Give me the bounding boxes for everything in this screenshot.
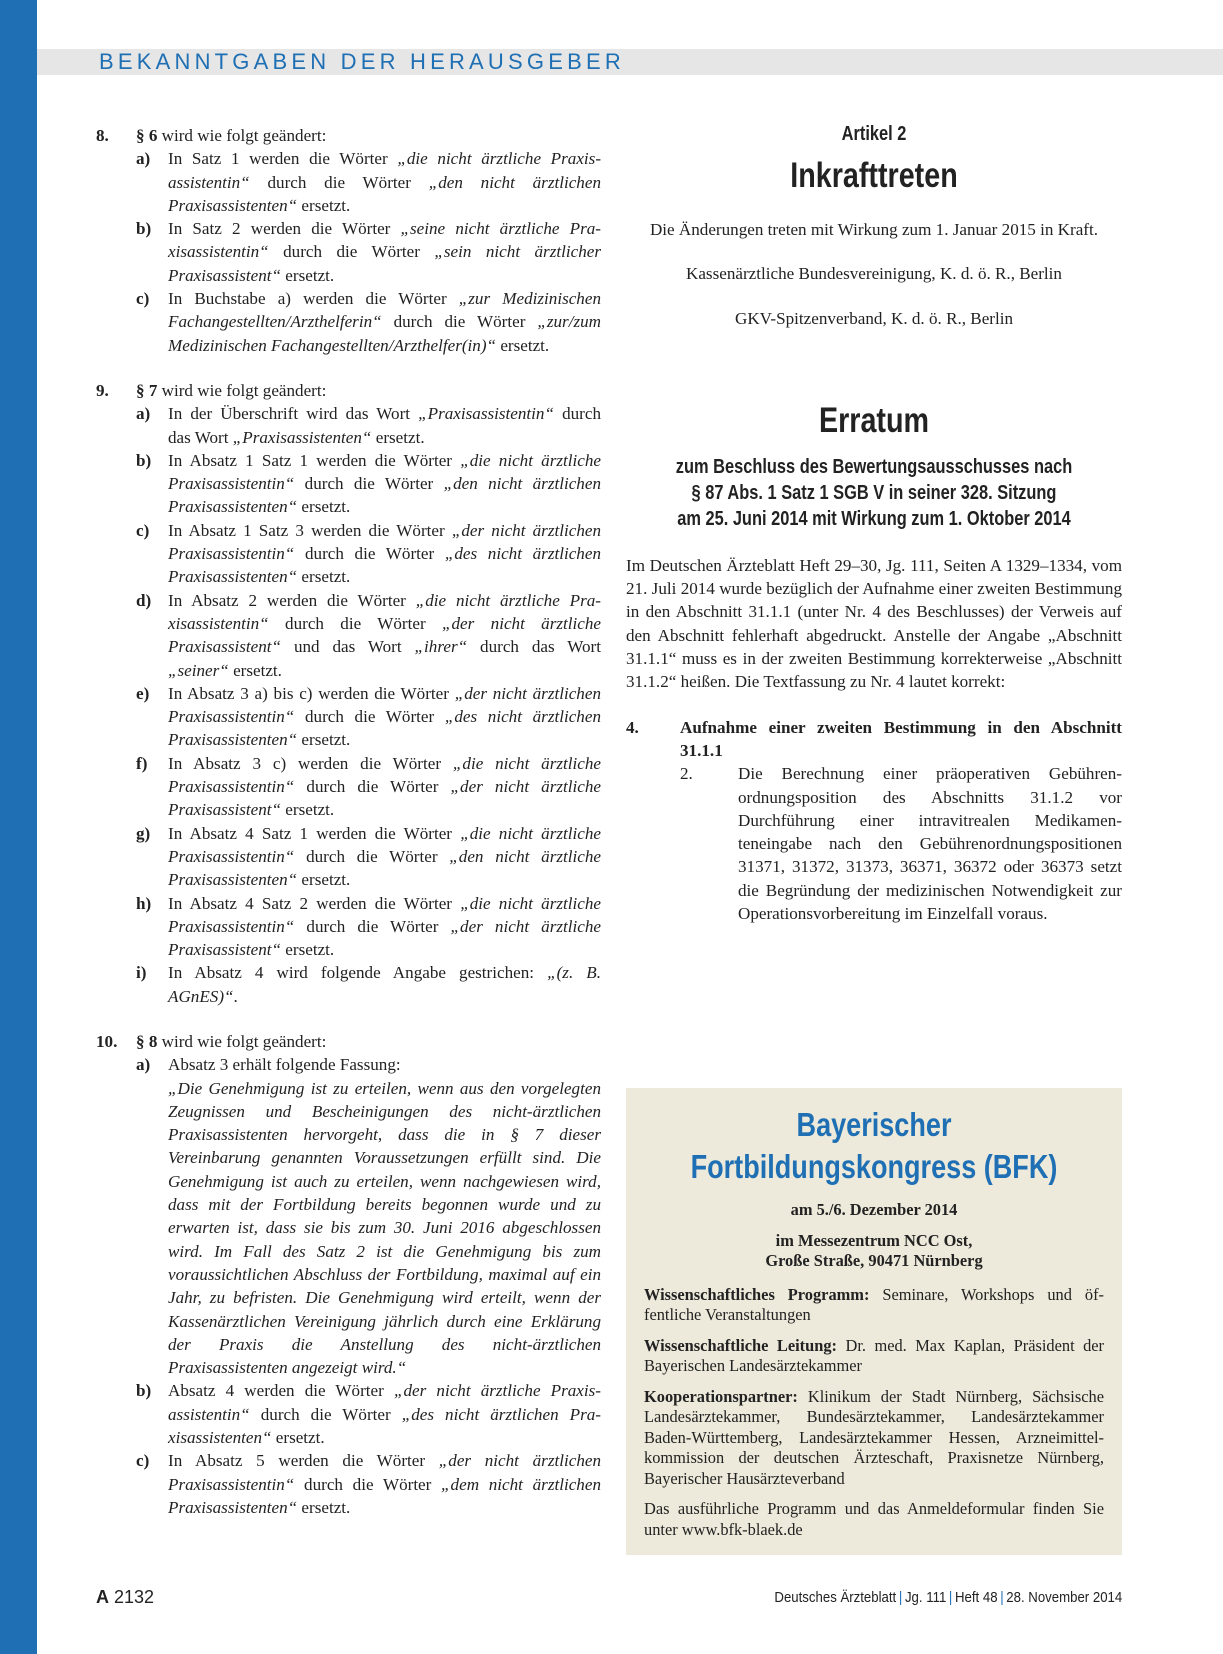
signatory-gkv: GKV-Spitzenverband, K. d. ö. R., Berlin — [734, 308, 1014, 328]
quote: „den nicht ärztliche Praxisassistenten“ — [168, 846, 601, 890]
nr4-number: 4. — [626, 717, 639, 737]
quote: „die nicht ärztliche Praxisassistentin“ — [168, 753, 601, 797]
text: In Absatz 4 wird folgende Angabe gestrichen: — [168, 963, 548, 983]
bfk-announcement-box — [626, 1088, 1122, 1555]
text: ersetzt. — [228, 660, 282, 680]
text: ersetzt. — [297, 1497, 351, 1517]
text: durch die Wörter — [294, 846, 450, 866]
text: durch das Wort — [168, 404, 601, 447]
intro-text: wird wie folgt geändert: — [157, 126, 327, 145]
page-number — [96, 1587, 154, 1608]
sub-item — [136, 589, 601, 682]
quote: „Praxisassistenten“ — [232, 427, 372, 447]
bfk-partners — [644, 1387, 1104, 1490]
text: In Absatz 2 werden die Wörter — [168, 590, 416, 610]
item-intro — [136, 1030, 601, 1053]
text: durch die Wörter — [294, 1474, 442, 1494]
text: durch die Wörter — [249, 1404, 402, 1424]
sub-label: b) — [136, 219, 152, 239]
paragraph-ref: § 8 — [136, 1031, 158, 1051]
nr4-title: Aufnahme einer zweiten Bestimmung in den Abschnitt 31.1.1 — [680, 717, 1122, 760]
text: In Absatz 5 werden die Wörter — [168, 1451, 439, 1471]
quote: „Praxisassistentin“ — [418, 404, 554, 424]
sub-item — [136, 287, 601, 357]
text: In Absatz 4 Satz 1 werden die Wörter — [168, 823, 461, 843]
text: ersetzt. — [371, 427, 425, 447]
sub-label: b) — [136, 450, 152, 470]
text: ersetzt. — [281, 940, 335, 960]
sub-item — [136, 1379, 601, 1449]
quote: „zur/zum Medizinischen Fachangestellten/Arzthelfer(in)“ — [168, 312, 601, 355]
text: In Satz 1 werden die Wörter — [168, 149, 398, 169]
quote: „den nicht ärztlichen Praxisassistenten“ — [168, 474, 601, 517]
nr4-sub-number: 2. — [680, 764, 693, 784]
paragraph-ref: § 7 — [136, 380, 158, 400]
text: Dr. med. Max Kaplan, Präsident der Bayerischen Landesärztekammer — [644, 1335, 1105, 1375]
text: ersetzt. — [496, 335, 550, 355]
blue-sidebar — [0, 0, 37, 1654]
sub-label: g) — [136, 823, 151, 843]
text: ersetzt. — [297, 195, 351, 215]
erratum-subtitle: zum Beschluss des Bewertungsausschusses nach — [675, 455, 1073, 478]
text: In Absatz 1 Satz 1 werden die Wörter — [168, 450, 461, 470]
artikel-label: Artikel 2 — [841, 123, 907, 145]
quote: „die nicht ärztliche Praxisassistentin“ — [168, 450, 601, 494]
bfk-title: Fortbildungskongress (BFK) — [690, 1148, 1058, 1185]
paragraph-ref: § 6 — [136, 126, 158, 145]
label: Wissenschaftliche Leitung: — [644, 1335, 838, 1355]
quote: „sein nicht ärztlicher Praxisassistent“ — [168, 242, 601, 285]
signatory-kbv: Kassenärztliche Bundesvereinigung, K. d. ö. R., Berlin — [686, 264, 1062, 284]
volume: Jg. 111 — [904, 1589, 947, 1606]
left-column — [96, 124, 601, 1519]
quote: „die nicht ärztliche Praxisassistentin“ — [168, 893, 601, 936]
quote: „der nicht ärztliche Praxisassistent“ — [168, 613, 601, 657]
quote: „(z. B. AGnES)“ — [168, 963, 601, 1006]
page-num: 2132 — [114, 1587, 155, 1607]
item-number: 9. — [96, 380, 109, 400]
sub-item — [136, 449, 601, 519]
text: durch die Wörter — [268, 613, 442, 633]
quote: „des nicht ärztlichen Praxisassistenten“ — [168, 707, 601, 750]
bfk-lead — [644, 1336, 1104, 1377]
journal-info: Deutsches Ärzteblatt | Jg. 111 | Heft 48 | 28. November 2014 — [774, 1589, 1122, 1606]
sub-label: c) — [136, 520, 150, 540]
sub-label: a) — [136, 1055, 151, 1075]
section-title: BEKANNTGABEN DER HERAUSGEBER — [99, 49, 625, 74]
text: ersetzt. — [297, 567, 351, 587]
item-8 — [96, 124, 601, 357]
quote: „der nicht ärztlichen Praxisassistentin“ — [168, 520, 601, 564]
journal-name: Deutsches Ärzteblatt — [774, 1589, 896, 1606]
text: Klinikum der Stadt Nürnberg, Sächsische Landesärztekammer, Bundesärztekammer, Landesärztekammer Baden-Württemberg, Landesärztekammer Hessen, Arzneimittelkommission der deutschen Ärzteschaft, Praxisnetze Nürnberg, Bayerischer Hausärzteverband — [644, 1386, 1104, 1488]
text: durch die Wörter — [249, 172, 429, 192]
text: Absatz 4 werden die Wörter — [168, 1381, 394, 1401]
text: In Absatz 1 Satz 3 werden die Wörter — [168, 520, 452, 540]
quote: „seiner“ — [168, 660, 229, 680]
bfk-venue: Große Straße, 90471 Nürnberg — [765, 1251, 983, 1270]
quote: „der nicht ärztlichen Praxisassistentin“ — [168, 1451, 601, 1494]
sub-label: b) — [136, 1381, 152, 1401]
quote: „zur Medizinischen Fachangestellten/Arzthelferin“ — [168, 289, 601, 332]
page-prefix: A — [96, 1587, 109, 1607]
text: In der Überschrift wird das Wort — [168, 404, 419, 424]
sub-item — [136, 1449, 601, 1519]
right-column — [626, 122, 1122, 925]
intro-text: wird wie folgt geändert: — [157, 1031, 327, 1051]
label: Kooperationspartner: — [644, 1386, 798, 1406]
artikel-title: Inkrafttreten — [790, 156, 958, 195]
sub-label: e) — [136, 683, 150, 703]
quote: „des nicht ärztlichen Praxisassistenten“ — [168, 1404, 601, 1448]
quote: „die nicht ärztliche Praxisassistentin“ — [168, 590, 601, 633]
sub-label: a) — [136, 404, 151, 424]
text: In Buchstabe a) werden die Wörter — [168, 289, 459, 309]
nr4-sub-text: Die Berechnung einer präoperativen Gebührenordnungsposition des Abschnitts 31.1.2 vor Durchführung einer intravitrealen Medikamenteneingabe nach den Gebührenordnungspositionen 31371, 31372, 31373, 36371, 36372 oder 36373 setzt die Begründung der medizinischen Notwendigkeit zur Operationsvorbereitung im Einzelfall voraus. — [738, 764, 1122, 924]
nr4-sub — [626, 762, 1122, 925]
text: ersetzt. — [281, 265, 335, 285]
text: durch die Wörter — [294, 777, 451, 797]
text: In Absatz 3 a) bis c) werden die Wörter — [168, 683, 455, 703]
text: Seminare, Workshops und öffentliche Veranstaltungen — [644, 1284, 1104, 1324]
issue-date: 28. November 2014 — [1006, 1589, 1122, 1606]
quote: „seine nicht ärztliche Praxisassistentin“ — [168, 219, 601, 262]
bfk-venue: im Messezentrum NCC Ost, — [775, 1230, 973, 1250]
bfk-program — [644, 1285, 1104, 1326]
sub-label: c) — [136, 1451, 150, 1471]
quote: „dem nicht ärztlichen Praxisassistenten“ — [168, 1474, 601, 1517]
text: ersetzt. — [271, 1428, 325, 1448]
text: und das Wort — [281, 637, 415, 657]
label: Wissenschaftliches Programm: — [644, 1284, 870, 1304]
text: durch die Wörter — [294, 544, 445, 564]
text: durch die Wörter — [268, 242, 435, 262]
sub-item — [136, 519, 601, 589]
bfk-title: Bayerischer — [796, 1106, 952, 1143]
item-9 — [96, 379, 601, 1008]
quoted-provision: „Die Genehmigung ist zu erteilen, wenn aus den vorgelegten Zeugnissen und Bescheinigungen des nicht-ärztlichen Praxisassistenten hervorgeht, dass die in § 7 dieser Vereinbarung genannten Voraussetzungen erfüllt sind. Die Genehmigung ist auch zu erteilen, wenn nachgewiesen wird, dass mit der Fortbildung bereits begonnen wurde und zu erwarten ist, dass sie bis zum 30. Juni 2016 abgeschlossen wird. Im Fall des Satz 2 ist die Genehmigung bis zum voraussichtlichen Abschluss der Fortbildung, maximal auf ein Jahr, zu befristen. Die Genehmigung wird erteilt, wenn der Kassenärztlichen Vereinigung jährlich durch eine Erklärung der Praxis die Anstellung des nicht-ärztlichen Praxisassistenten angezeigt wird.“ — [168, 1078, 601, 1378]
bfk-date: am 5./6. Dezember 2014 — [790, 1200, 958, 1219]
text: ersetzt. — [297, 497, 351, 517]
text: In Satz 2 werden die Wörter — [168, 219, 401, 239]
erratum-text: Im Deutschen Ärzteblatt Heft 29–30, Jg. 111, Seiten A 1329–1334, vom 21. Juli 2014 wurde bezüglich der Aufnahme einer zweiten Bestimmung in den Abschnitt 31.1.1 (unter Nr. 4 des Beschlusses) der Verweis auf den Abschnitt fehlerhaft abgedruckt. Anstelle der Angabe „Abschnitt 31.1.1“ muss es in der zweiten Bestimmung korrekterweise „Abschnitt 31.1.2“ heißen. Die Textfassung zu Nr. 4 lautet korrekt: — [626, 555, 1122, 692]
erratum-subtitle: § 87 Abs. 1 Satz 1 SGB V in seiner 328. Sitzung — [691, 481, 1057, 504]
sub-label: a) — [136, 149, 151, 169]
text: In Absatz 4 Satz 2 werden die Wörter — [168, 893, 461, 913]
sub-item — [136, 752, 601, 822]
quote: „die nicht ärztliche Praxisassistentin“ — [168, 823, 601, 866]
sub-label: h) — [136, 893, 152, 913]
sub-item — [136, 682, 601, 752]
text: durch die Wörter — [294, 707, 445, 727]
text: . — [233, 986, 238, 1006]
text: durch das Wort — [467, 637, 601, 657]
erratum-title: Erratum — [818, 400, 930, 440]
sub-item — [136, 892, 601, 962]
quote: „der nicht ärztliche Praxisassistent“ — [168, 916, 601, 960]
item-number: 10. — [96, 1031, 118, 1051]
text: Absatz 3 erhält folgende Fassung: — [168, 1055, 401, 1075]
sub-label: f) — [136, 753, 148, 773]
nr4-heading — [626, 716, 1122, 763]
quote: „ihrer“ — [414, 637, 468, 657]
sub-item — [136, 961, 601, 1008]
issue: Heft 48 — [954, 1589, 998, 1606]
sub-label: d) — [136, 590, 152, 610]
quote: „der nicht ärztlichen Praxisassistentin“ — [168, 683, 601, 727]
sub-item — [136, 402, 601, 449]
sub-item — [136, 822, 601, 892]
text: durch die Wörter — [381, 312, 538, 332]
sub-label: c) — [136, 289, 150, 309]
text: ersetzt. — [297, 870, 351, 890]
text: ersetzt. — [281, 800, 335, 820]
intro-text: wird wie folgt geändert: — [157, 380, 327, 400]
quote: „des nicht ärztlichen Praxisassistenten“ — [168, 544, 601, 587]
quote: „den nicht ärztlichen Praxisassistenten“ — [168, 172, 601, 215]
item-intro — [136, 124, 601, 147]
quote: „der nicht ärztliche Praxisassistent“ — [168, 777, 601, 820]
text: durch die Wörter — [294, 916, 451, 936]
sub-label: i) — [136, 963, 147, 983]
erratum-subtitle: am 25. Juni 2014 mit Wirkung zum 1. Oktober 2014 — [677, 507, 1071, 530]
artikel-text: Die Änderungen treten mit Wirkung zum 1. Januar 2015 in Kraft. — [649, 220, 1099, 239]
sub-item — [136, 217, 601, 287]
sub-item — [136, 147, 601, 217]
bfk-info: Das ausführliche Programm und das Anmeldeformular finden Sie unter www.bfk-blaek.de — [644, 1499, 1104, 1539]
item-intro — [136, 379, 601, 402]
quote: „die nicht ärztliche Praxisassistentin“ — [168, 149, 602, 192]
sub-item — [136, 1053, 601, 1379]
quote: „der nicht ärztliche Praxisassistentin“ — [168, 1381, 601, 1424]
text: durch die Wörter — [294, 474, 444, 494]
text: In Absatz 3 c) werden die Wörter — [168, 753, 453, 773]
text: ersetzt. — [297, 730, 351, 750]
item-number: 8. — [96, 126, 109, 145]
item-10 — [96, 1030, 601, 1519]
